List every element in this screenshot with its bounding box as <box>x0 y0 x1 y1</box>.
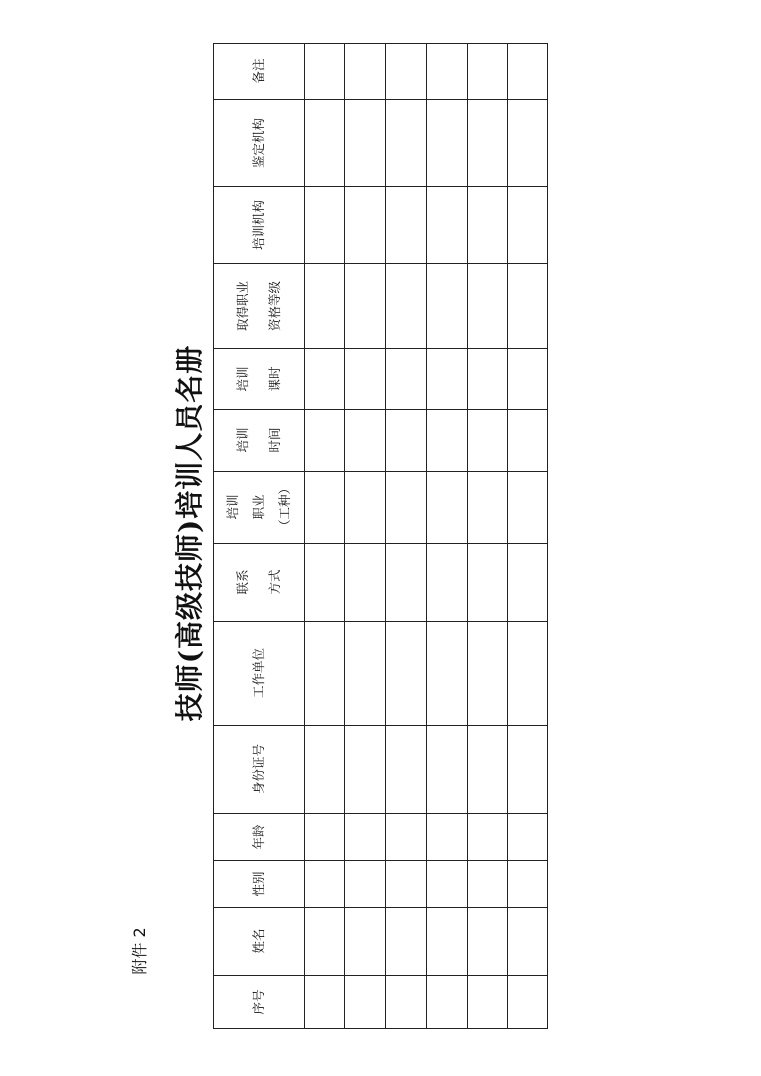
header-cell <box>213 725 304 813</box>
header-label: 序号 <box>250 989 266 1015</box>
header-label: 取得职业 <box>234 280 250 331</box>
header-label: 培训 <box>234 366 250 392</box>
table-vline <box>547 43 548 1029</box>
header-label: 性别 <box>250 871 266 897</box>
header-label: 年龄 <box>250 824 266 850</box>
table-vline <box>426 43 427 1029</box>
table-vline <box>467 43 468 1029</box>
annex-label: 附件 2 <box>130 927 149 975</box>
header-label: 身份证号 <box>250 744 266 795</box>
table-vline <box>507 43 508 1029</box>
header-cell <box>213 43 304 99</box>
header-label: 课时 <box>266 366 282 392</box>
header-label: 备注 <box>250 58 266 84</box>
table-vline <box>304 43 305 1029</box>
header-label: 资格等级 <box>266 280 282 331</box>
table-vline <box>344 43 345 1029</box>
header-label: 联系 <box>234 569 250 595</box>
header-label: 培训机构 <box>250 199 266 250</box>
header-label: 职业 <box>250 494 266 520</box>
header-label: 鉴定机构 <box>250 117 266 168</box>
header-label: 工作单位 <box>250 648 266 699</box>
header-label: 姓名 <box>250 928 266 954</box>
header-label: 方式 <box>266 569 282 595</box>
table-vline <box>385 43 386 1029</box>
page-title: 技师(高级技师)培训人员名册 <box>173 344 206 722</box>
header-label: 培训 <box>234 427 250 453</box>
header-label: 培训 <box>224 494 240 520</box>
header-label: 时间 <box>266 427 282 453</box>
header-label: （工种） <box>276 482 292 533</box>
